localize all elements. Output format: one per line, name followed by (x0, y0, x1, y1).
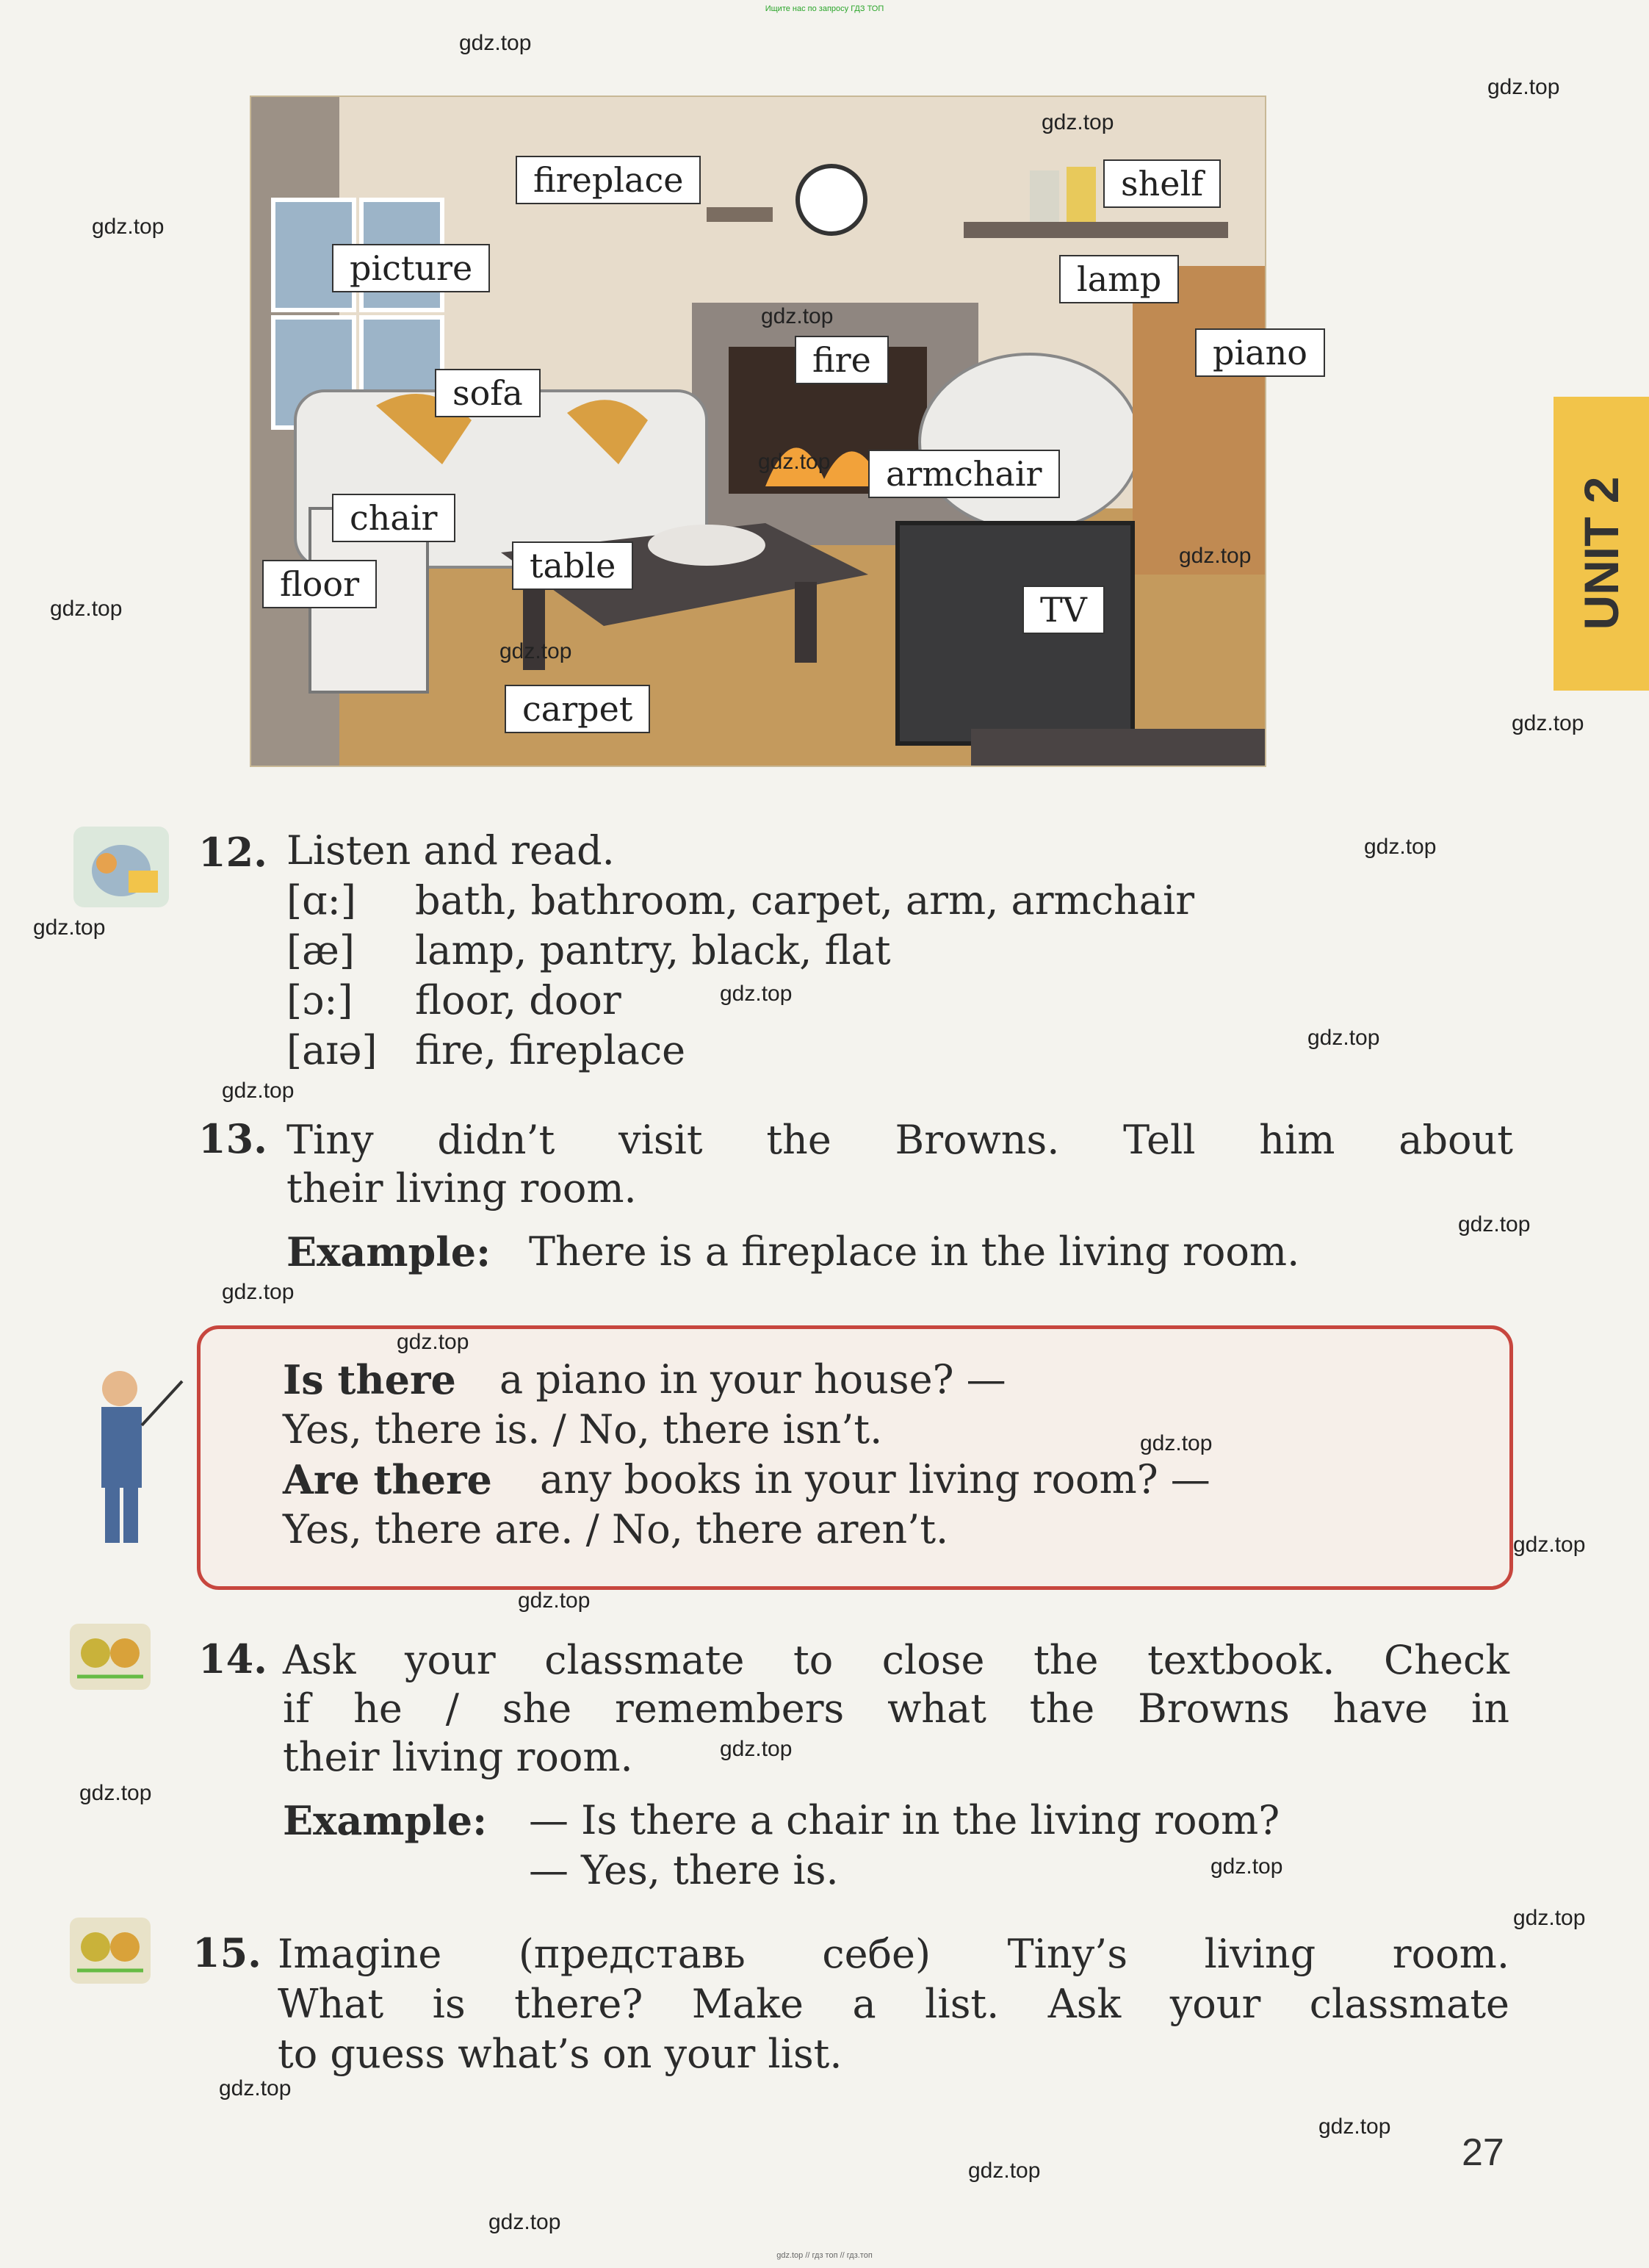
label-fireplace: fireplace (516, 156, 701, 204)
ex13-example-text: There is a fireplace in the living room. (529, 1228, 1300, 1275)
box-q1-bold: Is there (283, 1356, 456, 1403)
box-q1-rest: a piano in your house? — (499, 1356, 1006, 1403)
watermark: gdz.top (758, 450, 831, 474)
ex13-line-1: Tiny didn’t visit the Browns. Tell him about (286, 1117, 1513, 1163)
unit-tab (1554, 397, 1649, 691)
watermark: gdz.top (222, 1280, 295, 1304)
label-tv: TV (1022, 586, 1105, 634)
watermark: gdz.top (499, 639, 572, 663)
watermark: gdz.top (488, 2210, 561, 2234)
watermark: gdz.top (1179, 544, 1252, 568)
label-armchair: armchair (868, 450, 1060, 498)
watermark: gdz.top (720, 982, 793, 1006)
watermark: gdz.top (1140, 1431, 1213, 1455)
ex14-number: 14. (198, 1635, 267, 1682)
ex14-example-question: — Is there a chair in the living room? (529, 1797, 1280, 1843)
ex14-example-answer: — Yes, there is. (529, 1847, 839, 1893)
ex14-line-2: if he / she remembers what the Browns have in (283, 1685, 1509, 1732)
box-a1: Yes, there is. / No, there isn’t. (283, 1406, 883, 1452)
watermark: gdz.top (79, 1781, 152, 1805)
teacher-pointer-icon (79, 1367, 190, 1553)
ex14-line-1: Ask your classmate to close the textbook. Check (283, 1637, 1509, 1683)
label-picture: picture (332, 244, 490, 292)
ex15-line-2: What is there? Make a list. Ask your classmate (278, 1981, 1509, 2027)
birds-pair-icon-2 (70, 1918, 151, 1987)
watermark: gdz.top (1210, 1854, 1283, 1879)
label-sofa: sofa (435, 369, 541, 417)
label-fire: fire (795, 336, 889, 384)
watermark: gdz.top (222, 1079, 295, 1103)
ex12-number: 12. (198, 829, 267, 876)
bottom-note: gdz.top // гдз топ // гдз.топ (776, 2251, 873, 2260)
watermark: gdz.top (1513, 1533, 1586, 1557)
watermark: gdz.top (518, 1588, 591, 1613)
watermark: gdz.top (1458, 1212, 1531, 1236)
ex15-line-1: Imagine (представь себе) Tiny’s living room. (278, 1931, 1509, 1977)
ex13-number: 13. (198, 1115, 267, 1162)
elephant-headphones-icon (73, 827, 169, 910)
label-lamp: lamp (1059, 255, 1179, 303)
box-q2-bold: Are there (283, 1456, 492, 1503)
ex12-sound-4: [aɪə] (286, 1027, 378, 1073)
ex12-sound-1: [ɑ:] (286, 877, 356, 924)
ex12-sound-2: [æ] (286, 927, 355, 973)
watermark: gdz.top (397, 1330, 469, 1354)
watermark: gdz.top (968, 2159, 1041, 2183)
unit-tab-label: UNIT 2 (1574, 476, 1628, 630)
box-a2: Yes, there are. / No, there aren’t. (283, 1506, 949, 1552)
watermark: gdz.top (1318, 2114, 1391, 2139)
ex12-words-4: fire, fireplace (415, 1027, 686, 1073)
birds-pair-icon (70, 1624, 151, 1693)
top-search-note: Ищите нас по запросу ГДЗ ТОП (765, 4, 884, 13)
watermark: gdz.top (1364, 835, 1437, 859)
living-room-illustration (250, 96, 1307, 767)
ex13-line-2: their living room. (286, 1165, 637, 1212)
label-piano: piano (1195, 328, 1325, 377)
watermark: gdz.top (1512, 711, 1584, 735)
box-q2-rest: any books in your living room? — (540, 1456, 1210, 1502)
watermark: gdz.top (1487, 75, 1560, 99)
watermark: gdz.top (1513, 1906, 1586, 1930)
watermark: gdz.top (219, 2076, 292, 2100)
label-carpet: carpet (505, 685, 650, 733)
ex15-line-3: to guess what’s on your list. (278, 2031, 842, 2077)
page-number: 27 (1462, 2131, 1504, 2174)
label-table: table (512, 541, 633, 590)
label-shelf: shelf (1103, 159, 1221, 208)
watermark: gdz.top (761, 304, 834, 328)
watermark: gdz.top (720, 1737, 793, 1761)
ex15-number: 15. (192, 1929, 261, 1976)
watermark: gdz.top (92, 215, 165, 239)
watermark: gdz.top (1307, 1026, 1380, 1050)
label-chair: chair (332, 494, 455, 542)
ex13-example-label: Example: (286, 1228, 491, 1275)
watermark: gdz.top (1042, 110, 1114, 134)
ex12-words-3: floor, door (415, 977, 621, 1023)
ex12-title: Listen and read. (286, 827, 615, 874)
ex14-example-label: Example: (283, 1797, 488, 1844)
ex12-sound-3: [ɔ:] (286, 977, 353, 1023)
ex12-words-1: bath, bathroom, carpet, arm, armchair (415, 877, 1195, 924)
ex14-line-3: their living room. (283, 1734, 633, 1780)
watermark: gdz.top (50, 597, 123, 621)
label-floor: floor (262, 560, 377, 608)
ex12-words-2: lamp, pantry, black, flat (415, 927, 891, 973)
watermark: gdz.top (33, 915, 106, 940)
watermark: gdz.top (459, 31, 532, 55)
